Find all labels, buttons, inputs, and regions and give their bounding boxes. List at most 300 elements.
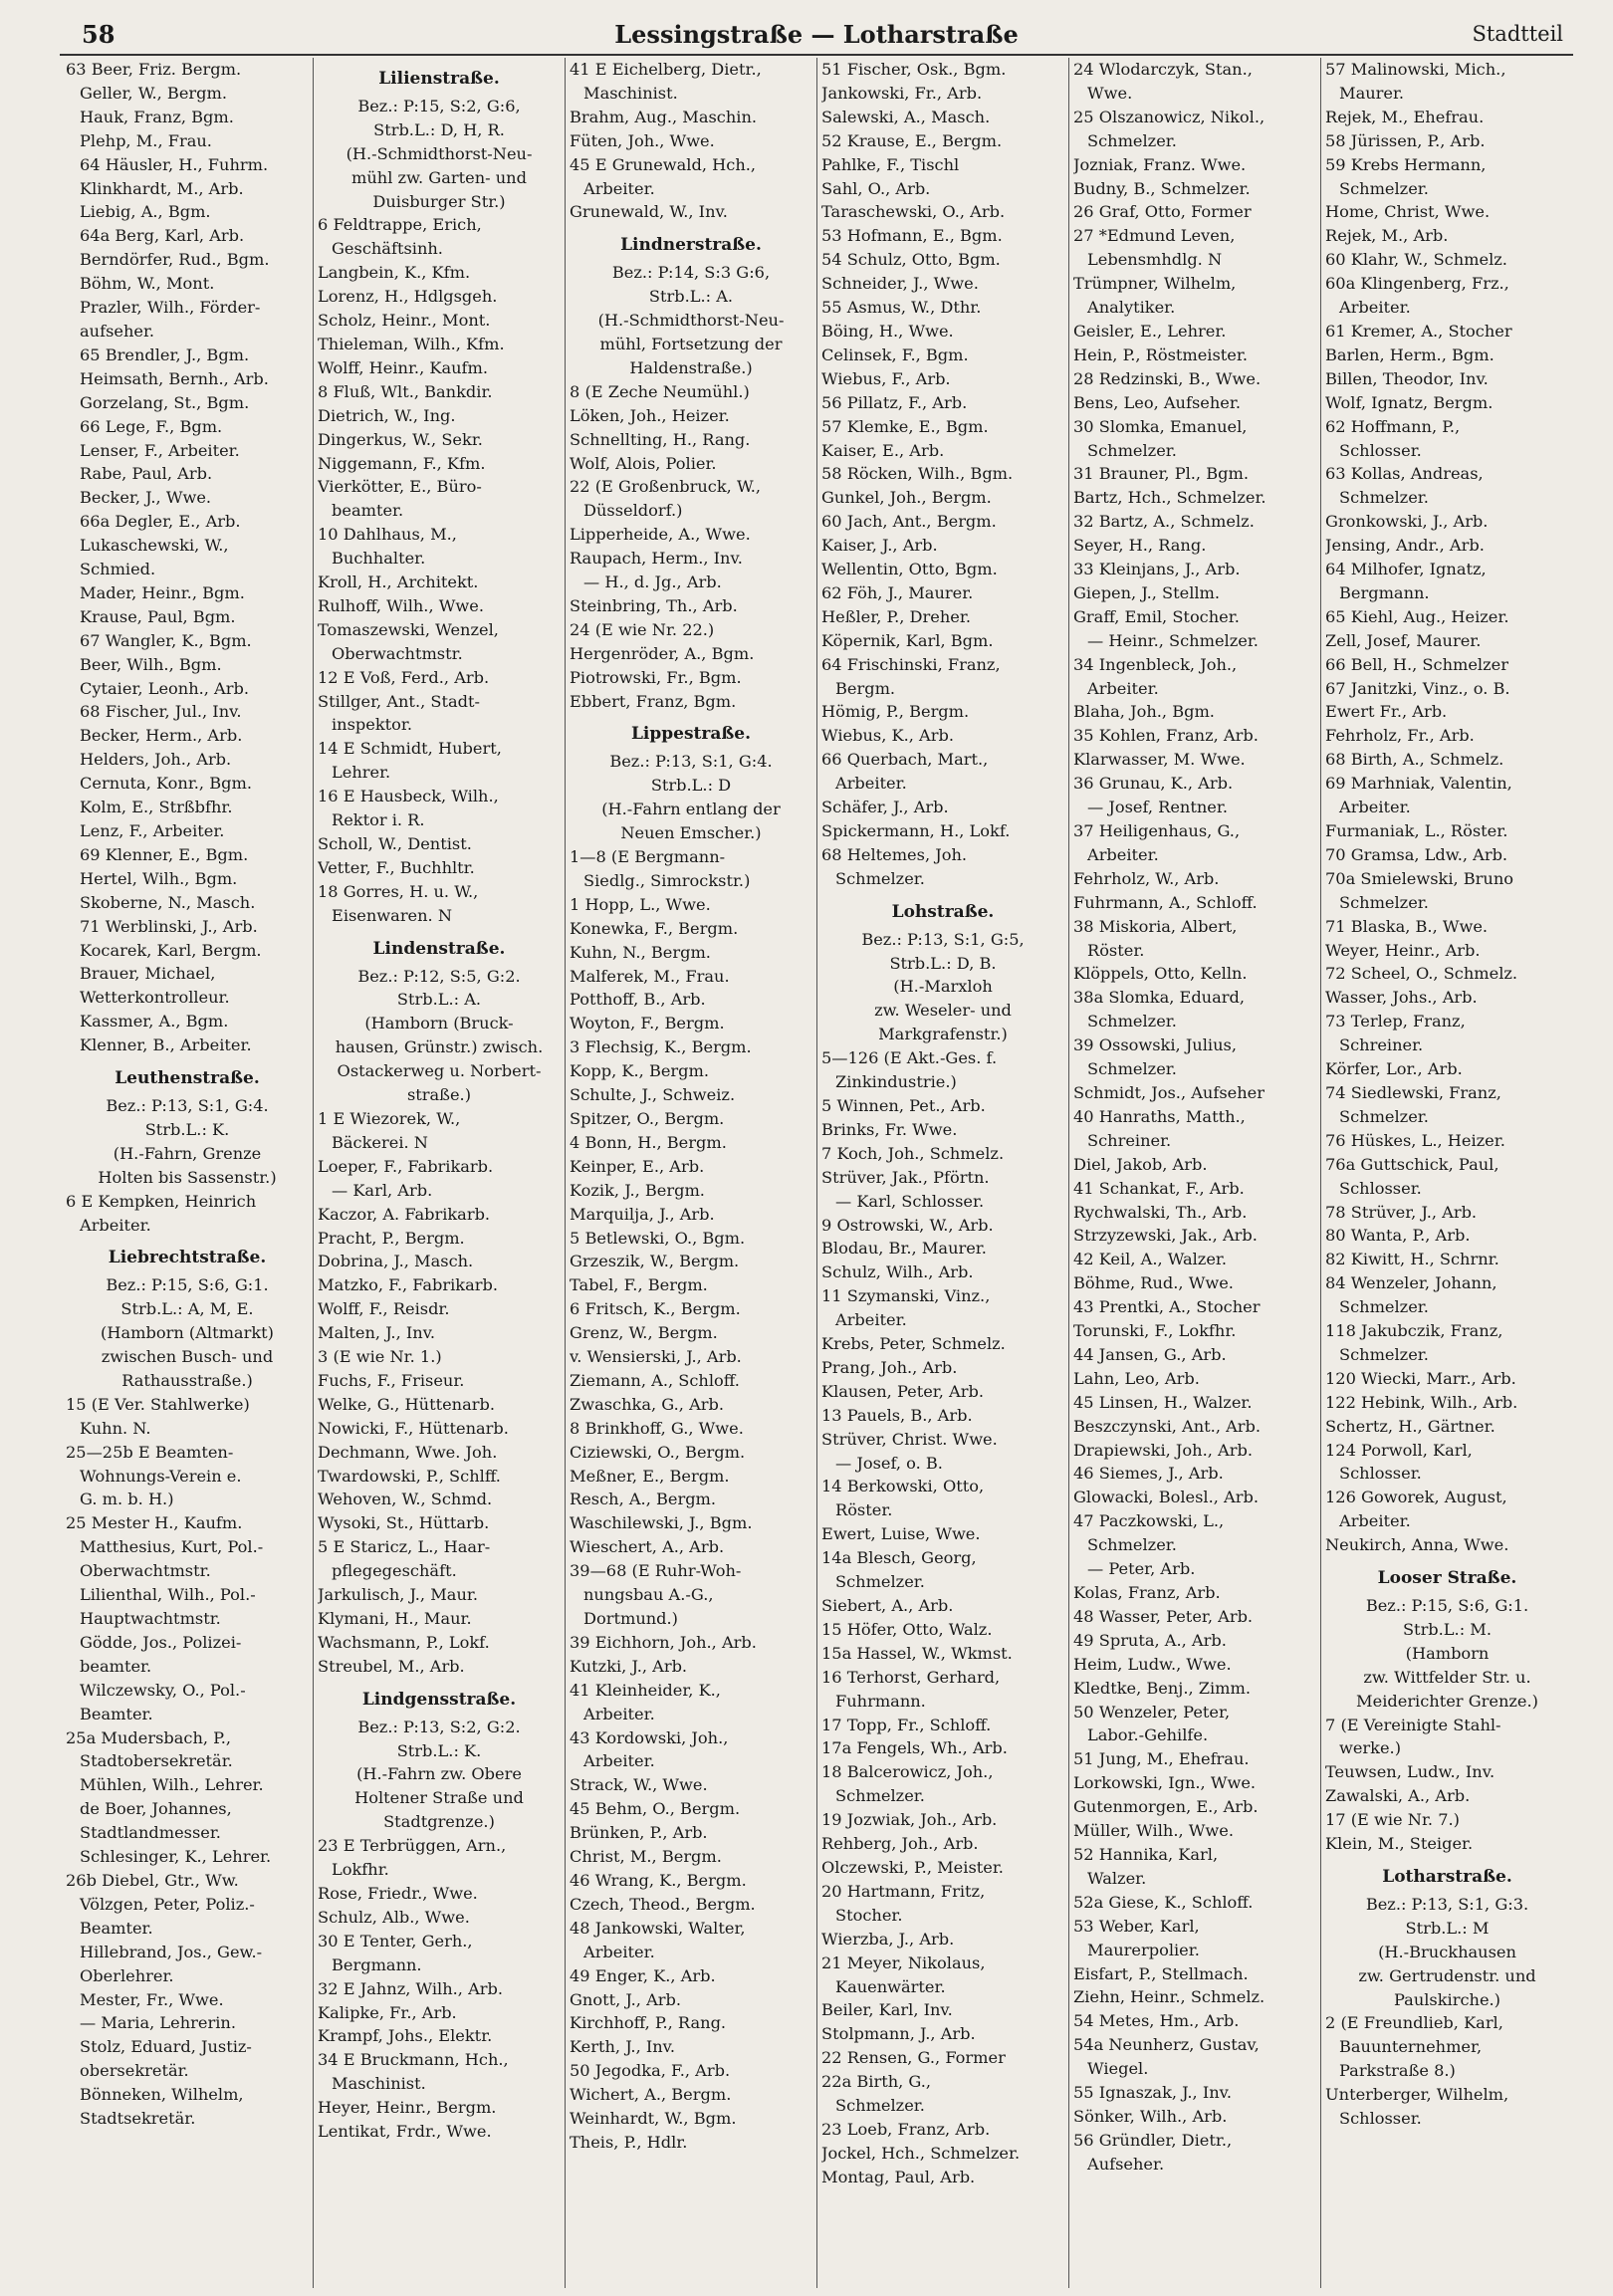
resident-entry: Olczewski, P., Meister. — [821, 1857, 1004, 1877]
resident-entry: Lenser, F., Arbeiter. — [80, 440, 240, 460]
resident-entry: Schmelzer. — [1339, 488, 1429, 508]
resident-entry: 24 (E wie Nr. 22.) — [570, 619, 715, 639]
street-info: (H.-Schmidthorst-Neu- — [346, 143, 533, 163]
resident-entry: 5 E Staricz, L., Haar- — [318, 1537, 491, 1557]
resident-entry: 50 Jegodka, F., Arb. — [570, 2061, 731, 2081]
resident-entry: Gödde, Jos., Polizei- — [80, 1632, 242, 1652]
resident-entry: Spickermann, H., Lokf. — [821, 821, 1011, 840]
street-heading: Lilienstraße. — [378, 69, 500, 89]
street-info: Bez.: P:13, S:1, G:3. — [1365, 1894, 1529, 1914]
resident-entry: 14 E Schmidt, Hubert, — [318, 739, 502, 759]
resident-entry: Stadtlandmesser. — [80, 1823, 221, 1843]
resident-entry: 1 Hopp, L., Wwe. — [570, 894, 711, 914]
resident-entry: Wolf, Alois, Polier. — [570, 453, 717, 473]
resident-entry: Bergmann. — [1339, 582, 1430, 602]
column-2 — [314, 58, 566, 2288]
resident-entry: Schmelzer. — [1339, 178, 1429, 198]
resident-entry: Dechmann, Wwe. Joh. — [318, 1442, 498, 1462]
resident-entry: Ebbert, Franz, Bgm. — [570, 691, 737, 711]
resident-entry: v. Wensierski, J., Arb. — [570, 1347, 742, 1367]
resident-entry: 17 (E wie Nr. 7.) — [1325, 1810, 1460, 1830]
resident-entry: Kalipke, Fr., Arb. — [318, 2002, 457, 2022]
resident-entry: — Karl, Arb. — [332, 1180, 433, 1200]
resident-entry: Marquilja, J., Arb. — [570, 1204, 715, 1224]
resident-entry: Oberwachtmstr. — [332, 643, 463, 663]
resident-entry: 64 Frischinski, Franz, — [821, 654, 1001, 674]
resident-entry: 39 Eichhorn, Joh., Arb. — [570, 1632, 757, 1652]
resident-entry: Hergenröder, A., Bgm. — [570, 643, 755, 663]
resident-entry: Tabel, F., Bergm. — [570, 1275, 708, 1295]
resident-entry: 84 Wenzeler, Johann, — [1325, 1273, 1498, 1293]
resident-entry: Kerth, J., Inv. — [570, 2037, 676, 2057]
resident-entry: 2 (E Freundlieb, Karl, — [1325, 2013, 1503, 2033]
resident-entry: — Karl, Schlosser. — [835, 1191, 985, 1211]
resident-entry: 60 Klahr, W., Schmelz. — [1325, 250, 1507, 270]
resident-entry: Bergmann. — [332, 1954, 422, 1974]
resident-entry: 73 Terlep, Franz, — [1325, 1012, 1466, 1032]
resident-entry: 70 Gramsa, Ldw., Arb. — [1325, 844, 1508, 864]
resident-entry: Grzeszik, W., Bergm. — [570, 1252, 740, 1271]
resident-entry: 15 Höfer, Otto, Walz. — [821, 1619, 993, 1639]
resident-entry: Czech, Theod., Bergm. — [570, 1894, 756, 1914]
resident-entry: 9 Ostrowski, W., Arb. — [821, 1215, 994, 1235]
resident-entry: 60a Klingenberg, Frz., — [1325, 274, 1509, 294]
resident-entry: 41 Schankat, F., Arb. — [1073, 1178, 1245, 1198]
resident-entry: Schnellting, H., Rang. — [570, 429, 751, 449]
resident-entry: Strüver, Jak., Pförtn. — [821, 1167, 990, 1187]
resident-entry: Geschäftsinh. — [332, 239, 443, 259]
page-number: 58 — [82, 20, 115, 49]
resident-entry: 32 E Jahnz, Wilh., Arb. — [318, 1978, 504, 1998]
resident-entry: Kaiser, E., Arb. — [821, 440, 945, 460]
resident-entry: Rejek, M., Ehefrau. — [1325, 107, 1485, 126]
resident-entry: Dortmund.) — [583, 1609, 678, 1628]
header-rule — [60, 54, 1573, 56]
resident-entry: Ewert, Luise, Wwe. — [821, 1524, 981, 1544]
resident-entry: Trümpner, Wilhelm, — [1073, 274, 1237, 294]
resident-entry: Hauptwachtmstr. — [80, 1609, 221, 1628]
resident-entry: Klinkhardt, M., Arb. — [80, 178, 244, 198]
resident-entry: 56 Gründler, Dietr., — [1073, 2130, 1233, 2150]
resident-entry: werke.) — [1339, 1738, 1402, 1758]
resident-entry: — H., d. Jg., Arb. — [583, 573, 722, 592]
street-info: Strb.L.: M. — [1402, 1619, 1493, 1639]
resident-entry: Skoberne, N., Masch. — [80, 892, 256, 912]
resident-entry: Kauenwärter. — [835, 1976, 946, 1996]
resident-entry: 54 Schulz, Otto, Bgm. — [821, 250, 1001, 270]
resident-entry: Schlosser. — [1339, 440, 1422, 460]
street-info: Strb.L.: D, B. — [889, 953, 997, 973]
resident-entry: Lentikat, Frdr., Wwe. — [318, 2122, 492, 2142]
resident-entry: Lukaschewski, W., — [80, 536, 229, 556]
resident-entry: Becker, J., Wwe. — [80, 488, 212, 508]
street-info: Bez.: P:13, S:1, G:4. — [106, 1095, 269, 1115]
resident-entry: 48 Jankowski, Walter, — [570, 1918, 746, 1938]
resident-entry: 67 Wangler, K., Bgm. — [80, 630, 252, 650]
resident-entry: 16 Terhorst, Gerhard, — [821, 1667, 1001, 1687]
resident-entry: Taraschewski, O., Arb. — [821, 202, 1006, 222]
resident-entry: 18 Balcerowicz, Joh., — [821, 1762, 994, 1782]
resident-entry: Budny, B., Schmelzer. — [1073, 178, 1251, 198]
resident-entry: Strack, W., Wwe. — [570, 1775, 708, 1795]
resident-entry: Langbein, K., Kfm. — [318, 263, 471, 283]
resident-entry: Hein, P., Röstmeister. — [1073, 344, 1248, 364]
resident-entry: Hillebrand, Jos., Gew.- — [80, 1942, 263, 1961]
resident-entry: Sahl, O., Arb. — [821, 178, 931, 198]
resident-entry: Wellentin, Otto, Bgm. — [821, 560, 998, 579]
resident-entry: 13 Pauels, B., Arb. — [821, 1405, 973, 1425]
resident-entry: Böhme, Rud., Wwe. — [1073, 1273, 1234, 1293]
resident-entry: Niggemann, F., Kfm. — [318, 453, 486, 473]
resident-entry: Klarwasser, M. Wwe. — [1073, 750, 1246, 770]
resident-entry: Neukirch, Anna, Wwe. — [1325, 1535, 1509, 1555]
resident-entry: Lahn, Leo, Arb. — [1073, 1368, 1200, 1388]
resident-entry: Billen, Theodor, Inv. — [1325, 368, 1489, 388]
resident-entry: Maurer. — [1339, 83, 1405, 103]
resident-entry: 14 Berkowski, Otto, — [821, 1477, 985, 1496]
resident-entry: 22 (E Großenbruck, W., — [570, 477, 762, 497]
resident-entry: Wasser, Johs., Arb. — [1325, 988, 1478, 1008]
street-info: Bez.: P:14, S:3 G:6, — [611, 263, 771, 283]
resident-entry: Raupach, Herm., Inv. — [570, 549, 743, 569]
resident-entry: Beamter. — [80, 1704, 153, 1723]
street-info: Neuen Emscher.) — [620, 823, 762, 843]
resident-entry: 68 Birth, A., Schmelz. — [1325, 750, 1504, 770]
resident-entry: 1—8 (E Bergmann- — [570, 847, 726, 866]
resident-entry: Fehrholz, W., Arb. — [1073, 868, 1220, 888]
resident-entry: Arbeiter. — [583, 1942, 655, 1961]
street-info: Markgrafenstr.) — [878, 1025, 1008, 1044]
page-title: Lessingstraße — Lotharstraße — [614, 20, 1019, 49]
resident-entry: 25 Mester H., Kaufm. — [66, 1513, 243, 1533]
street-heading: Lippestraße. — [630, 724, 752, 745]
resident-entry: 126 Goworek, August, — [1325, 1488, 1507, 1507]
resident-entry: Rektor i. R. — [332, 810, 425, 830]
street-info: (H.-Bruckhausen — [1378, 1942, 1516, 1961]
resident-entry: — Heinr., Schmelzer. — [1087, 630, 1259, 650]
resident-entry: Liebig, A., Bgm. — [80, 202, 211, 222]
resident-entry: 66a Degler, E., Arb. — [80, 512, 241, 532]
resident-entry: 42 Keil, A., Walzer. — [1073, 1250, 1228, 1269]
resident-entry: 25—25b E Beamten- — [66, 1442, 234, 1462]
resident-entry: Stillger, Ant., Stadt- — [318, 691, 480, 711]
resident-entry: Lebensmhdlg. N — [1087, 250, 1223, 270]
resident-entry: Cytaier, Leonh., Arb. — [80, 678, 249, 698]
street-info: straße.) — [406, 1085, 472, 1105]
resident-entry: Brahm, Aug., Maschin. — [570, 107, 758, 126]
resident-entry: Buchhalter. — [332, 549, 426, 569]
street-heading: Lohstraße. — [891, 901, 995, 922]
resident-entry: Meßner, E., Bergm. — [570, 1466, 730, 1486]
resident-entry: Maurerpolier. — [1087, 1940, 1200, 1959]
resident-entry: 5 Winnen, Pet., Arb. — [821, 1095, 986, 1115]
street-heading: Looser Straße. — [1377, 1568, 1517, 1589]
resident-entry: de Boer, Johannes, — [80, 1799, 232, 1819]
resident-entry: 8 Brinkhoff, G., Wwe. — [570, 1418, 744, 1438]
resident-entry: 64 Milhofer, Ignatz, — [1325, 560, 1487, 579]
street-info: zw. Wittfelder Str. u. — [1363, 1667, 1531, 1687]
resident-entry: Arbeiter. — [80, 1215, 151, 1235]
street-info: (Hamborn (Bruck- — [364, 1014, 514, 1033]
resident-entry: Rychwalski, Th., Arb. — [1073, 1202, 1248, 1222]
resident-entry: 65 Kiehl, Aug., Heizer. — [1325, 606, 1509, 626]
resident-entry: Scholl, W., Dentist. — [318, 834, 472, 853]
resident-entry: Heyer, Heinr., Bergm. — [318, 2098, 497, 2118]
resident-entry: 57 Klemke, E., Bgm. — [821, 416, 989, 436]
resident-entry: 78 Strüver, J., Arb. — [1325, 1202, 1478, 1222]
resident-entry: Matthesius, Kurt, Pol.- — [80, 1537, 264, 1557]
resident-entry: Kroll, H., Architekt. — [318, 573, 479, 592]
resident-entry: Celinsek, F., Bgm. — [821, 344, 969, 364]
resident-entry: Schmelzer. — [1087, 1535, 1177, 1555]
resident-entry: Schlesinger, K., Lehrer. — [80, 1847, 272, 1867]
resident-entry: 71 Werblinski, J., Arb. — [80, 916, 258, 936]
resident-entry: 23 Loeb, Franz, Arb. — [821, 2119, 991, 2139]
resident-entry: 45 Linsen, H., Walzer. — [1073, 1392, 1253, 1412]
resident-entry: 69 Klenner, E., Bgm. — [80, 844, 249, 864]
street-info: Bez.: P:13, S:1, G:4. — [609, 752, 773, 772]
resident-entry: Lokfhr. — [332, 1860, 389, 1880]
street-info: (H.-Fahrn entlang der — [601, 800, 781, 819]
column-3 — [566, 58, 817, 2288]
resident-entry: Beer, Wilh., Bgm. — [80, 654, 222, 674]
resident-entry: Pahlke, F., Tischl — [821, 154, 960, 174]
resident-entry: Strzyzewski, Jak., Arb. — [1073, 1226, 1258, 1246]
resident-entry: 54 Metes, Hm., Arb. — [1073, 2011, 1240, 2031]
resident-entry: Hömig, P., Bergm. — [821, 702, 970, 722]
resident-entry: Lehrer. — [332, 763, 391, 783]
resident-entry: Jozniak, Franz. Wwe. — [1073, 154, 1247, 174]
resident-entry: Tomaszewski, Wenzel, — [318, 619, 499, 639]
resident-entry: 69 Marhniak, Valentin, — [1325, 774, 1512, 794]
resident-entry: Heimsath, Bernh., Arb. — [80, 368, 269, 388]
street-info: Meiderichter Grenze.) — [1356, 1691, 1538, 1711]
resident-entry: pflegegeschäft. — [332, 1561, 457, 1581]
resident-entry: Sönker, Wilh., Arb. — [1073, 2106, 1228, 2126]
resident-entry: 26 Graf, Otto, Former — [1073, 202, 1252, 222]
resident-entry: 4 Bonn, H., Bergm. — [570, 1132, 727, 1152]
resident-entry: 34 E Bruckmann, Hch., — [318, 2050, 509, 2070]
resident-entry: 6 Feldtrappe, Erich, — [318, 215, 482, 235]
resident-entry: Rejek, M., Arb. — [1325, 226, 1449, 246]
resident-entry: Schlosser. — [1339, 2109, 1422, 2129]
resident-entry: Parkstraße 8.) — [1339, 2061, 1456, 2081]
resident-entry: 5—126 (E Akt.-Ges. f. — [821, 1048, 998, 1068]
resident-entry: Spitzer, O., Bergm. — [570, 1108, 725, 1128]
resident-entry: Schmelzer. — [1087, 1059, 1177, 1079]
resident-entry: Plehp, M., Frau. — [80, 130, 212, 150]
street-info: Bez.: P:15, S:2, G:6, — [357, 96, 521, 115]
street-heading: Lindnerstraße. — [620, 235, 762, 256]
resident-entry: 24 Wlodarczyk, Stan., — [1073, 60, 1253, 79]
resident-entry: Wachsmann, P., Lokf. — [318, 1632, 490, 1652]
resident-entry: Prazler, Wilh., Förder- — [80, 298, 261, 318]
resident-entry: Thieleman, Wilh., Kfm. — [318, 334, 505, 353]
resident-entry: Schmidt, Jos., Aufseher — [1073, 1082, 1265, 1102]
resident-entry: Schlosser. — [1339, 1464, 1422, 1484]
resident-entry: Grunewald, W., Inv. — [570, 202, 728, 222]
resident-entry: 33 Kleinjans, J., Arb. — [1073, 560, 1241, 579]
resident-entry: Fuchs, F., Friseur. — [318, 1370, 465, 1390]
street-info: Bez.: P:12, S:5, G:2. — [357, 966, 521, 986]
resident-entry: Jockel, Hch., Schmelzer. — [821, 2143, 1021, 2163]
resident-entry: Schulz, Alb., Wwe. — [318, 1907, 470, 1927]
resident-entry: Theis, P., Hdlr. — [570, 2132, 688, 2152]
resident-entry: 45 Behm, O., Bergm. — [570, 1799, 741, 1819]
street-heading: Lindenstraße. — [372, 938, 506, 959]
resident-entry: 3 Flechsig, K., Bergm. — [570, 1037, 752, 1057]
resident-entry: Arbeiter. — [583, 178, 655, 198]
resident-entry: 52 Krause, E., Bergm. — [821, 130, 1003, 150]
resident-entry: 122 Hebink, Wilh., Arb. — [1325, 1392, 1518, 1412]
resident-entry: 25 Olszanowicz, Nikol., — [1073, 107, 1266, 126]
resident-entry: Malferek, M., Frau. — [570, 966, 730, 986]
resident-entry: Drapiewski, Joh., Arb. — [1073, 1440, 1253, 1460]
resident-entry: 15a Hassel, W., Wkmst. — [821, 1643, 1013, 1663]
resident-entry: 52a Giese, K., Schloff. — [1073, 1892, 1254, 1912]
resident-entry: 17 Topp, Fr., Schloff. — [821, 1715, 992, 1734]
resident-entry: Aufseher. — [1087, 2154, 1165, 2174]
resident-entry: Gunkel, Joh., Bergm. — [821, 488, 992, 508]
resident-entry: 7 Koch, Joh., Schmelz. — [821, 1143, 1005, 1163]
resident-entry: Eisenwaren. N — [332, 905, 453, 925]
resident-entry: Löken, Joh., Heizer. — [570, 405, 730, 425]
resident-entry: 28 Redzinski, B., Wwe. — [1073, 368, 1262, 388]
resident-entry: Bartz, Hch., Schmelzer. — [1073, 488, 1267, 508]
resident-entry: Ziemann, A., Schloff. — [570, 1370, 740, 1390]
resident-entry: Strüver, Christ. Wwe. — [821, 1429, 998, 1449]
resident-entry: Kutzki, J., Arb. — [570, 1656, 688, 1676]
resident-entry: 68 Fischer, Jul., Inv. — [80, 702, 242, 722]
resident-entry: Kozik, J., Bergm. — [570, 1180, 705, 1200]
resident-entry: 5 Betlewski, O., Bgm. — [570, 1228, 746, 1248]
resident-entry: Arbeiter. — [1339, 798, 1411, 817]
resident-entry: inspektor. — [332, 715, 413, 735]
resident-entry: Mühlen, Wilh., Lehrer. — [80, 1775, 264, 1795]
resident-entry: 20 Hartmann, Fritz, — [821, 1881, 986, 1901]
resident-entry: Bergm. — [835, 678, 896, 698]
resident-entry: Brauer, Michael, — [80, 964, 216, 984]
resident-entry: Vetter, F., Buchhltr. — [318, 857, 475, 877]
resident-entry: Wwe. — [1087, 83, 1133, 103]
resident-entry: Kirchhoff, P., Rang. — [570, 2013, 727, 2033]
resident-entry: Wohnungs-Verein e. — [80, 1466, 242, 1486]
column-5 — [1069, 58, 1321, 2288]
resident-entry: Böhm, W., Mont. — [80, 274, 215, 294]
resident-entry: Unterberger, Wilhelm, — [1325, 2085, 1509, 2105]
street-info: (H.-Marxloh — [893, 977, 993, 997]
resident-entry: Schulz, Wilh., Arb. — [821, 1263, 974, 1282]
resident-entry: 37 Heiligenhaus, G., — [1073, 821, 1241, 840]
resident-entry: Jankowski, Fr., Arb. — [821, 83, 983, 103]
resident-entry: 21 Meyer, Nikolaus, — [821, 1952, 986, 1972]
resident-entry: 82 Kiwitt, H., Schrnr. — [1325, 1250, 1499, 1269]
resident-entry: Röster. — [835, 1500, 893, 1520]
resident-entry: 71 Blaska, B., Wwe. — [1325, 916, 1489, 936]
resident-entry: Füten, Joh., Wwe. — [570, 130, 715, 150]
resident-entry: 32 Bartz, A., Schmelz. — [1073, 512, 1255, 532]
street-heading: Lindgensstraße. — [361, 1689, 517, 1710]
resident-entry: Salewski, A., Masch. — [821, 107, 991, 126]
resident-entry: 72 Scheel, O., Schmelz. — [1325, 964, 1518, 984]
street-info: Strb.L.: D, H, R. — [373, 119, 505, 139]
resident-entry: Dingerkus, W., Sekr. — [318, 429, 483, 449]
resident-entry: Steinbring, Th., Arb. — [570, 595, 738, 615]
resident-entry: Siedlg., Simrockstr.) — [583, 870, 751, 890]
street-info: Holtener Straße und — [354, 1788, 524, 1808]
resident-entry: Grenz, W., Bergm. — [570, 1323, 718, 1343]
resident-entry: Waschilewski, J., Bgm. — [570, 1513, 753, 1533]
resident-entry: 56 Pillatz, F., Arb. — [821, 392, 968, 412]
resident-entry: Montag, Paul, Arb. — [821, 2167, 976, 2186]
resident-entry: 12 E Voß, Ferd., Arb. — [318, 667, 490, 687]
resident-entry: Dobrina, J., Masch. — [318, 1252, 474, 1271]
resident-entry: Maschinist. — [583, 83, 678, 103]
resident-entry: 66 Querbach, Mart., — [821, 750, 989, 770]
resident-entry: 40 Hanraths, Matth., — [1073, 1106, 1246, 1126]
resident-entry: Kaiser, J., Arb. — [821, 536, 938, 556]
resident-entry: 70a Smielewski, Bruno — [1325, 868, 1514, 888]
resident-entry: Kolm, E., Strßbfhr. — [80, 798, 233, 817]
resident-entry: Diel, Jakob, Arb. — [1073, 1154, 1208, 1174]
resident-entry: 19 Jozwiak, Joh., Arb. — [821, 1810, 998, 1830]
resident-entry: Krampf, Johs., Elektr. — [318, 2026, 493, 2046]
resident-entry: 3 (E wie Nr. 1.) — [318, 1347, 442, 1367]
street-info: Haldenstraße.) — [629, 357, 753, 377]
resident-entry: 30 E Tenter, Gerh., — [318, 1931, 473, 1951]
street-info: (H.-Fahrn, Grenze — [113, 1143, 262, 1163]
resident-entry: Cernuta, Konr., Bgm. — [80, 774, 252, 794]
resident-entry: 59 Krebs Hermann, — [1325, 154, 1487, 174]
resident-entry: 34 Ingenbleck, Joh., — [1073, 654, 1238, 674]
resident-entry: 26b Diebel, Gtr., Ww. — [66, 1870, 239, 1890]
resident-entry: Gorzelang, St., Bgm. — [80, 392, 250, 412]
resident-entry: Schmelzer. — [1087, 440, 1177, 460]
resident-entry: 55 Asmus, W., Dthr. — [821, 298, 982, 318]
resident-entry: Köpernik, Karl, Bgm. — [821, 630, 994, 650]
resident-entry: 76 Hüskes, L., Heizer. — [1325, 1130, 1505, 1150]
street-info: mühl, Fortsetzung der — [599, 334, 783, 353]
resident-entry: Wehoven, W., Schmd. — [318, 1490, 493, 1509]
resident-entry: Brinks, Fr. Wwe. — [821, 1119, 958, 1139]
resident-entry: beamter. — [80, 1656, 152, 1676]
resident-entry: Ziehn, Heinr., Schmelz. — [1073, 1987, 1266, 2007]
resident-entry: Kassmer, A., Bgm. — [80, 1012, 229, 1032]
resident-entry: — Maria, Lehrerin. — [80, 2013, 236, 2033]
resident-entry: Düsseldorf.) — [583, 501, 683, 521]
resident-entry: — Josef, o. B. — [835, 1453, 943, 1473]
resident-entry: Hertel, Wilh., Bgm. — [80, 868, 238, 888]
resident-entry: Zell, Josef, Maurer. — [1325, 630, 1482, 650]
resident-entry: Kuhn. N. — [80, 1418, 151, 1438]
resident-entry: 31 Brauner, Pl., Bgm. — [1073, 464, 1249, 484]
district-label: Stadtteil — [1472, 22, 1563, 46]
resident-entry: Keinper, E., Arb. — [570, 1156, 705, 1176]
resident-entry: 120 Wiecki, Marr., Arb. — [1325, 1368, 1516, 1388]
resident-entry: — Peter, Arb. — [1087, 1559, 1196, 1579]
resident-entry: Stolz, Eduard, Justiz- — [80, 2037, 252, 2057]
resident-entry: Oberwachtmstr. — [80, 1561, 211, 1581]
resident-entry: Klenner, B., Arbeiter. — [80, 1035, 252, 1055]
resident-entry: Schmelzer. — [835, 2096, 925, 2116]
resident-entry: 17a Fengels, Wh., Arb. — [821, 1738, 1008, 1758]
resident-entry: 74 Siedlewski, Franz, — [1325, 1082, 1501, 1102]
resident-entry: 48 Wasser, Peter, Arb. — [1073, 1606, 1254, 1626]
resident-entry: Arbeiter. — [1339, 1511, 1411, 1531]
resident-entry: 62 Hoffmann, P., — [1325, 416, 1461, 436]
resident-entry: Heßler, P., Dreher. — [821, 606, 971, 626]
resident-entry: 45 E Grunewald, Hch., — [570, 154, 757, 174]
